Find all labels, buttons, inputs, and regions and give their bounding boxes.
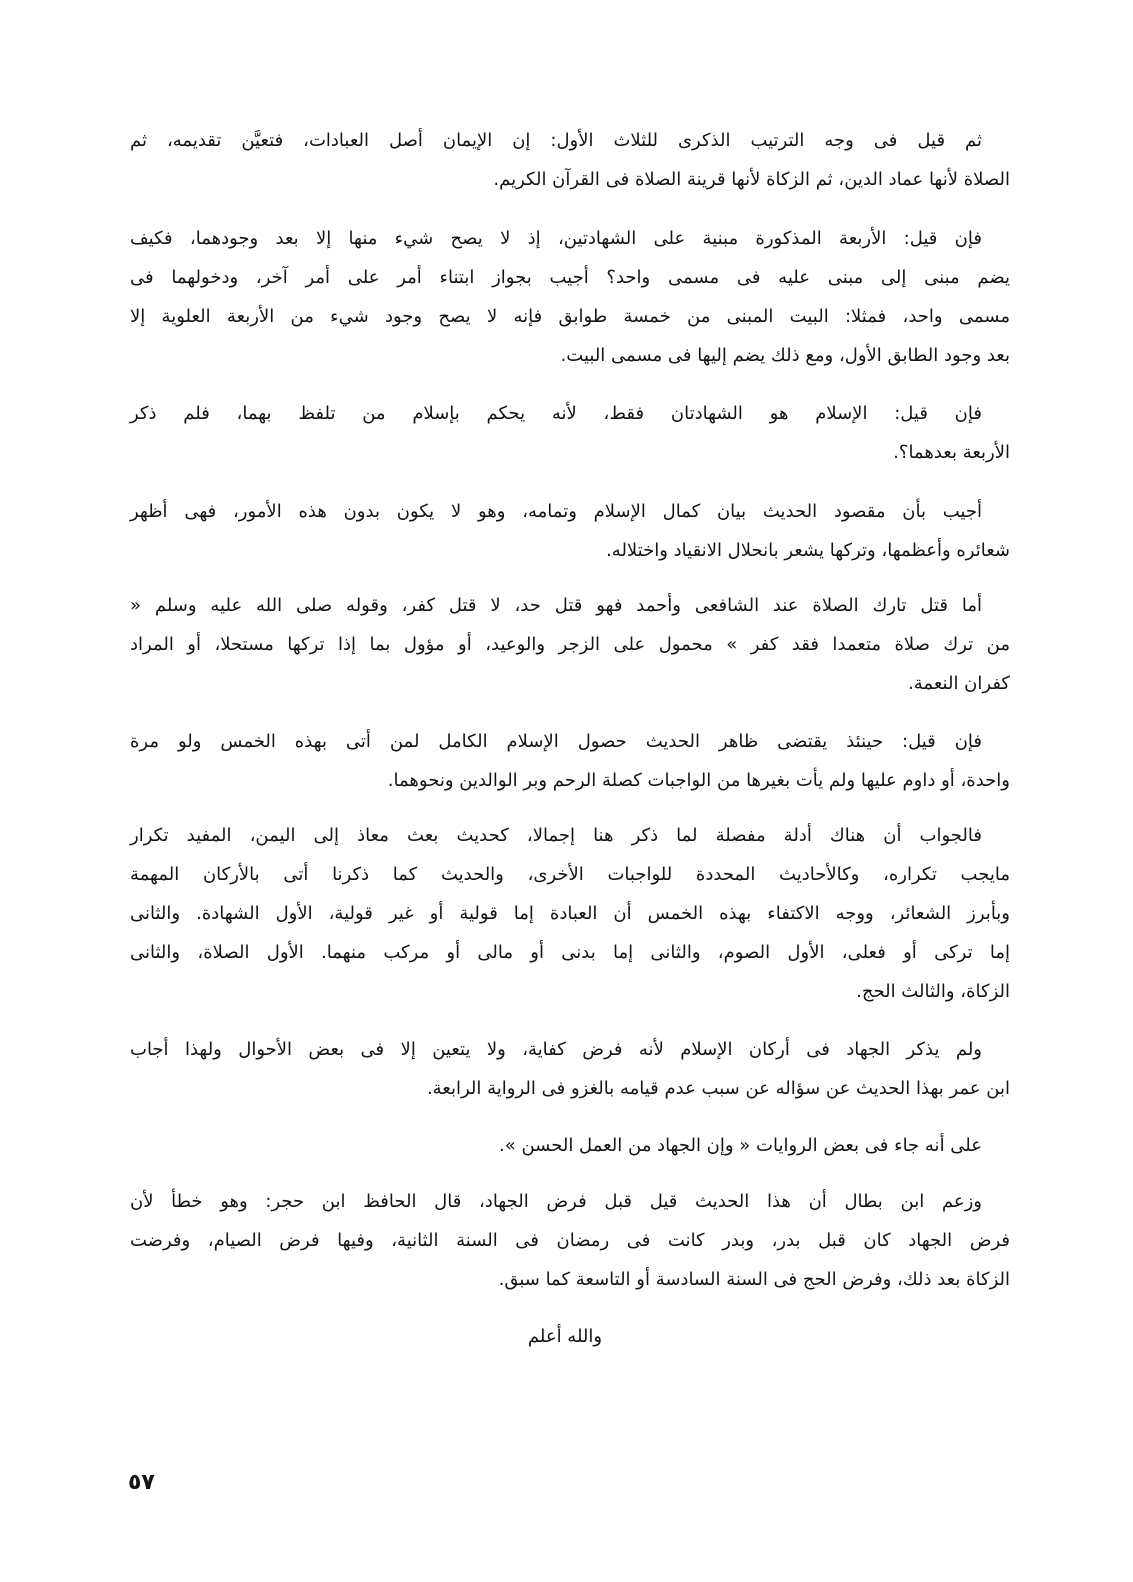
paragraph — [130, 586, 1010, 703]
text-line: إما تركى أو فعلى، الأول الصوم، والثانى إما بدنى أو مالى أو مركب منهما. الأول الصلاة، والثانى — [130, 942, 1010, 963]
text-line: مسمى واحد، فمثلا: البيت المبنى من خمسة طوابق فإنه لا يصح وجود شيء من الأربعة العلوية إلا — [130, 306, 1010, 327]
text-line: فإن قيل: حينئذ يقتضى ظاهر الحديث حصول الإسلام الكامل لمن أتى بهذه الخمس ولو مرة — [130, 731, 982, 752]
text-line: وبأبرز الشعائر، ووجه الاكتفاء بهذه الخمس أن العبادة إما قولية أو غير قولية، الأول الشهادة. والثانى — [130, 903, 1010, 924]
text-line: الصلاة لأنها عماد الدين، ثم الزكاة لأنها قرينة الصلاة فى القرآن الكريم. — [493, 169, 1010, 190]
text-line: يضم مبنى إلى مبنى عليه فى مسمى واحد؟ أجيب بجواز ابتناء أمر على أمر آخر، ودخولهما فى — [130, 267, 1010, 288]
text-line: وزعم ابن بطال أن هذا الحديث قيل قبل فرض الجهاد، قال الحافظ ابن حجر: وهو خطأ لأن — [130, 1191, 982, 1212]
paragraph — [130, 1030, 1010, 1108]
page-number: ٥٧ — [128, 1470, 155, 1495]
paragraph — [130, 722, 1010, 800]
paragraph — [130, 219, 1010, 375]
text-line: فإن قيل: الأربعة المذكورة مبنية على الشهادتين، إذ لا يصح شيء منها إلا بعد وجودهما، فكيف — [130, 228, 982, 249]
text-line: واحدة، أو داوم عليها ولم يأت بغيرها من الواجبات كصلة الرحم وبر الوالدين ونحوهما. — [387, 770, 1010, 791]
paragraph — [130, 394, 1010, 472]
text-line: أما قتل تارك الصلاة عند الشافعى وأحمد فهو قتل حد، لا قتل كفر، وقوله صلى الله عليه وسلم « — [130, 595, 982, 616]
text-line: الزكاة بعد ذلك، وفرض الحج فى السنة السادسة أو التاسعة كما سبق. — [498, 1269, 1010, 1290]
text-line: الأربعة بعدهما؟. — [893, 442, 1010, 463]
paragraph — [130, 1182, 1010, 1299]
text-line: ولم يذكر الجهاد فى أركان الإسلام لأنه فرض كفاية، ولا يتعين إلا فى بعض الأحوال ولهذا أجاب — [130, 1039, 982, 1060]
text-line: شعائره وأعظمها، وتركها يشعر بانحلال الانقياد واختلاله. — [606, 540, 1010, 561]
paragraph — [130, 492, 1010, 570]
text-line: فإن قيل: الإسلام هو الشهادتان فقط، لأنه يحكم بإسلام من تلفظ بهما، فلم ذكر — [130, 403, 982, 424]
closing-phrase: والله أعلم — [527, 1326, 603, 1347]
text-line: أجيب بأن مقصود الحديث بيان كمال الإسلام وتمامه، وهو لا يكون بدون هذه الأمور، فهى أظهر — [130, 501, 982, 522]
text-line: من ترك صلاة متعمدا فقد كفر » محمول على الزجر والوعيد، أو مؤول بما إذا تركها مستحلا، أو المراد — [130, 634, 1010, 655]
paragraph — [130, 1126, 1010, 1165]
text-line: فالجواب أن هناك أدلة مفصلة لما ذكر هنا إجمالا، كحديث بعث معاذ إلى اليمن، المفيد تكرار — [130, 825, 982, 846]
paragraph — [130, 121, 1010, 199]
text-line: ثم قيل فى وجه الترتيب الذكرى للثلاث الأول: إن الإيمان أصل العبادات، فتعيَّن تقديمه، ثم — [130, 130, 982, 151]
text-line: الزكاة، والثالث الحج. — [856, 981, 1010, 1002]
paragraph — [130, 816, 1010, 1011]
text-line: كفران النعمة. — [908, 673, 1010, 694]
text-line: ابن عمر بهذا الحديث عن سؤاله عن سبب عدم قيامه بالغزو فى الرواية الرابعة. — [426, 1078, 1010, 1099]
text-line: مايجب تكراره، وكالأحاديث المحددة للواجبات الأخرى، والحديث كما ذكرنا أتى بالأركان المهمة — [130, 864, 1010, 885]
text-line: فرض الجهاد كان قبل بدر، وبدر كانت فى رمضان فى السنة الثانية، وفيها فرض الصيام، وفرضت — [130, 1230, 1010, 1251]
text-line: على أنه جاء فى بعض الروايات « وإن الجهاد من العمل الحسن ». — [499, 1135, 982, 1156]
text-line: بعد وجود الطابق الأول، ومع ذلك يضم إليها فى مسمى البيت. — [560, 345, 1010, 366]
